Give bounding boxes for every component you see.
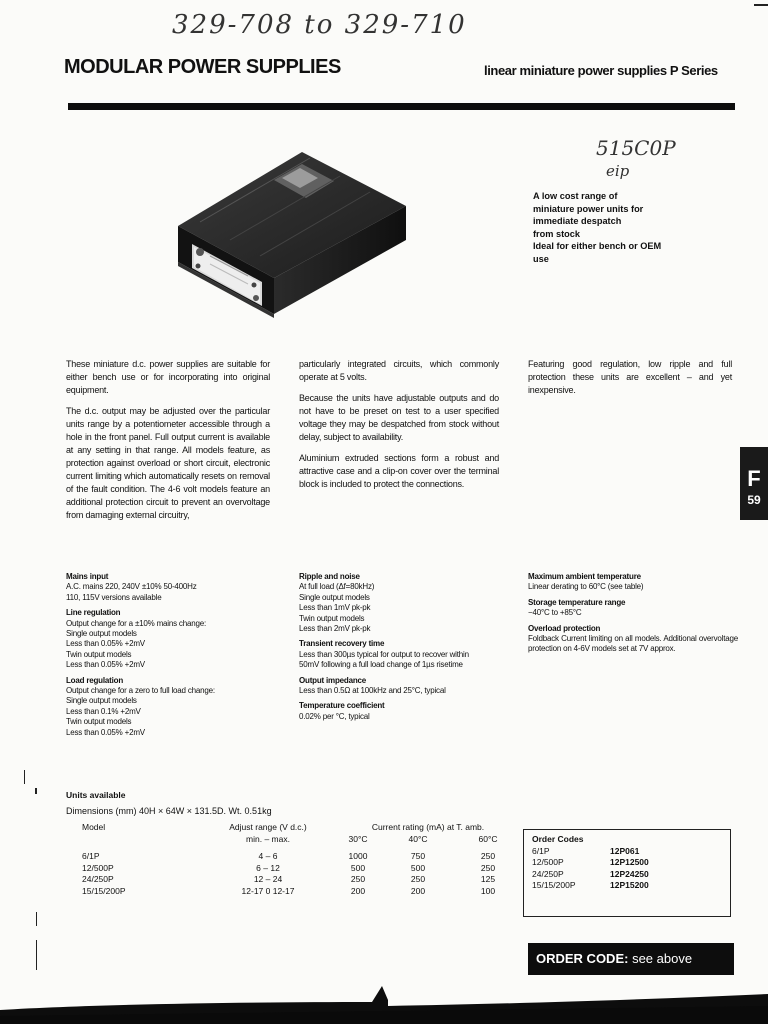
spec-heading: Mains input	[66, 572, 109, 581]
spec-heading: Transient recovery time	[299, 639, 385, 649]
scan-mark	[36, 940, 37, 970]
column-header: Model	[82, 822, 106, 832]
cell-current-30: 250	[350, 874, 366, 884]
table-row	[66, 886, 522, 898]
spec-line: Less than 0.05% +2mV	[66, 727, 145, 737]
order-code: 12P24250	[610, 868, 649, 879]
intro-line: immediate despatch	[533, 216, 622, 226]
spec-heading: Output impedance	[299, 675, 367, 685]
spec-line: Twin output models	[66, 717, 132, 727]
order-code-row	[524, 846, 730, 858]
spec-line: 110, 115V versions available	[66, 592, 162, 602]
spec-line: Output change for a ±10% mains change:	[66, 618, 206, 628]
spec-line: At full load (Δf=80kHz)	[299, 582, 375, 592]
order-code-banner	[528, 943, 734, 975]
cell-current-40: 750	[410, 851, 426, 861]
units-heading: Units available	[66, 790, 126, 800]
pen-mark	[754, 4, 768, 6]
spec-heading: Line regulation	[66, 608, 121, 618]
spec-line: Less than 0.05% +2mV	[66, 660, 145, 670]
section-letter: F	[747, 466, 761, 491]
spec-line: Less than 0.1% +2mV	[66, 706, 141, 716]
intro-summary	[533, 190, 673, 265]
intro-line: from stock	[533, 228, 580, 239]
cell-adjust: 12 – 24	[253, 874, 283, 884]
order-code-row	[524, 880, 730, 892]
body-paragraph: Aluminium extruded sections form a robust and attractive case and a clip-on cover over the terminal block is included to protect the connections.	[299, 453, 499, 489]
cell-model: 12/500P	[82, 862, 114, 873]
dimensions-text: Dimensions (mm) 40H × 64W × 131.5D. Wt. 0.51kg	[66, 806, 272, 816]
order-code: 12P061	[610, 845, 640, 856]
page-subtitle: linear miniature power supplies P Series	[484, 63, 718, 78]
page-bottom-edge	[0, 976, 768, 1024]
scan-mark	[35, 788, 37, 794]
spec-line: Single output models	[66, 629, 137, 639]
spec-line: Foldback Current limiting on all models. Additional overvoltage protection on 4-6V models set at 7V approx.	[528, 634, 738, 654]
spec-line: Less than 1mV pk-pk	[299, 603, 371, 613]
column-header: 60°C	[478, 833, 498, 844]
intro-line: use	[533, 253, 549, 264]
spec-heading: Storage temperature range	[528, 597, 626, 607]
body-column-2	[299, 358, 499, 499]
spec-line: Linear derating to 60°C (see table)	[528, 582, 644, 592]
order-model: 24/250P	[532, 868, 564, 879]
section-tab	[740, 447, 768, 520]
table-header-row	[66, 822, 522, 834]
column-header: 40°C	[408, 833, 428, 844]
order-code: 12P12500	[610, 857, 649, 868]
order-codes-title: Order Codes	[532, 834, 584, 844]
order-code-row	[524, 857, 730, 869]
table-header-row	[66, 834, 522, 846]
body-paragraph: Featuring good regulation, low ripple and full protection these units are excellent – and yet inexpensive.	[528, 359, 732, 395]
spec-line: −40°C to +85°C	[528, 608, 582, 618]
handwritten-note-right-2: eip	[606, 162, 630, 180]
spec-line: 50mV following a full load change of 1µs risetime	[299, 660, 463, 670]
order-code-row	[524, 869, 730, 881]
models-table	[66, 822, 522, 897]
body-column-3	[528, 358, 732, 405]
spec-line: A.C. mains 220, 240V ±10% 50-400Hz	[66, 582, 197, 592]
column-subheader: min. – max.	[246, 833, 290, 844]
spec-line: Less than 0.05% +2mV	[66, 639, 145, 649]
cell-adjust: 12-17 0 12-17	[241, 885, 295, 896]
table-row	[66, 851, 522, 863]
intro-line: A low cost range of	[533, 191, 618, 201]
cell-model: 6/1P	[82, 851, 100, 861]
body-paragraph: These miniature d.c. power supplies are suitable for either bench use or for incorporating into original equipment.	[66, 359, 270, 395]
page-number: 59	[747, 493, 761, 507]
cell-adjust: 6 – 12	[256, 862, 280, 873]
cell-current-60: 100	[480, 885, 496, 896]
spec-line: Single output models	[299, 592, 370, 602]
scan-mark	[24, 770, 25, 784]
specs-column-3	[528, 572, 738, 655]
column-header: Adjust range (V d.c.)	[229, 822, 307, 832]
order-codes-box	[523, 829, 731, 917]
column-header: 30°C	[348, 833, 368, 844]
cell-current-40: 250	[410, 874, 426, 884]
table-row	[66, 863, 522, 875]
order-code-text: see above	[632, 951, 693, 966]
spec-heading: Ripple and noise	[299, 572, 360, 581]
handwritten-note-top: 329-708 to 329-710	[172, 10, 467, 40]
spec-heading: Load regulation	[66, 675, 124, 685]
cell-current-30: 200	[350, 885, 366, 896]
cell-current-40: 500	[410, 862, 426, 873]
cell-adjust: 4 – 6	[258, 851, 278, 861]
intro-line: miniature power units for	[533, 203, 644, 214]
column-header: Current rating (mA) at T. amb.	[371, 822, 485, 832]
scan-mark	[36, 912, 37, 926]
cell-current-60: 125	[480, 874, 496, 884]
order-model: 6/1P	[532, 845, 550, 856]
body-column-1	[66, 358, 270, 530]
spec-heading: Overload protection	[528, 623, 601, 633]
page-title: MODULAR POWER SUPPLIES	[64, 56, 341, 78]
spec-heading: Maximum ambient temperature	[528, 572, 641, 581]
cell-current-40: 200	[410, 885, 426, 896]
order-model: 12/500P	[532, 857, 564, 868]
table-row	[66, 874, 522, 886]
spec-line: Less than 300µs typical for output to recover within	[299, 649, 469, 659]
cell-current-60: 250	[480, 851, 496, 861]
header-rule	[68, 103, 735, 110]
handwritten-note-right: 515C0P	[596, 136, 676, 160]
order-code: 12P15200	[610, 880, 649, 891]
body-paragraph: particularly integrated circuits, which commonly operate at 5 volts.	[299, 359, 499, 382]
cell-model: 24/250P	[82, 874, 114, 884]
body-paragraph: The d.c. output may be adjusted over the particular units range by a potentiometer accessible through a hole in the front panel. Full output current is available at any setting in that range. All models feature, as protection against overload or short circuit, electronic current limiting which automatically resets on removal of the fault condition. The 4-6 volt models feature an additional protection circuit to prevent an overvoltage from damaging external circuitry,	[66, 406, 270, 520]
intro-line: Ideal for either bench or OEM	[533, 241, 662, 251]
body-paragraph: Because the units have adjustable outputs and do not have to be preset on test to a user specified voltage they may be despatched from stock without delay, subject to availability.	[299, 393, 499, 442]
spec-heading: Temperature coefficient	[299, 701, 385, 711]
spec-line: Less than 0.5Ω at 100kHz and 25°C, typical	[299, 686, 446, 696]
order-model: 15/15/200P	[532, 880, 576, 891]
specs-column-1	[66, 572, 281, 738]
cell-current-60: 250	[480, 862, 496, 873]
spec-line: 0.02% per °C, typical	[299, 711, 370, 721]
spec-line: Twin output models	[299, 613, 365, 623]
spec-line: Twin output models	[66, 649, 132, 659]
spec-line: Less than 2mV pk-pk	[299, 624, 371, 634]
cell-current-30: 500	[350, 862, 366, 873]
spec-line: Single output models	[66, 696, 137, 706]
order-code-label: ORDER CODE:	[536, 951, 629, 966]
cell-model: 15/15/200P	[82, 885, 126, 896]
specs-column-2	[299, 572, 514, 722]
cell-current-30: 1000	[348, 851, 368, 861]
product-photo	[170, 148, 410, 318]
spec-line: Output change for a zero to full load change:	[66, 686, 215, 696]
